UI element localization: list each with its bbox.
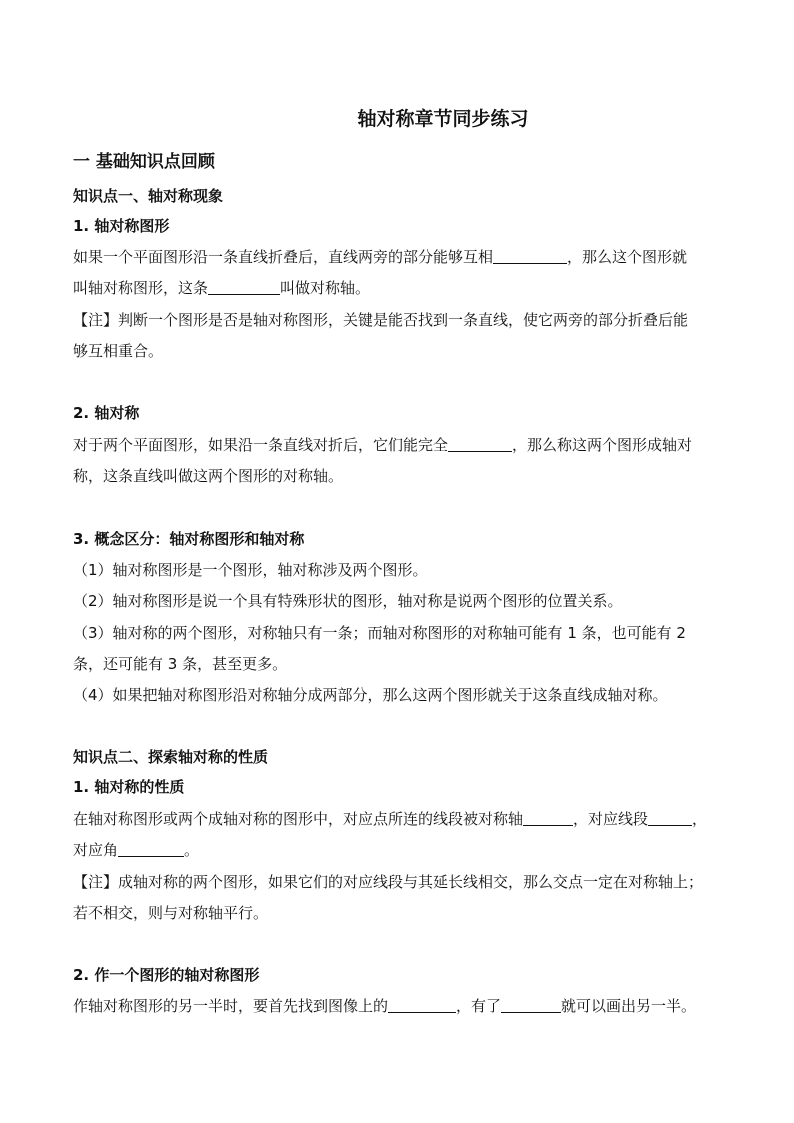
text: 在轴对称图形或两个成轴对称的图形中，对应点所连的线段被对称轴 bbox=[73, 810, 524, 828]
text: ，有了 bbox=[456, 997, 502, 1015]
list-item: （1）轴对称图形是一个图形，轴对称涉及两个图形。 bbox=[73, 561, 428, 579]
fill-blank[interactable] bbox=[493, 248, 567, 264]
text: 对应角 bbox=[73, 841, 119, 859]
text: 。 bbox=[184, 841, 200, 859]
fill-blank[interactable] bbox=[523, 810, 573, 826]
text: ，那么称这两个图形成轴对 bbox=[512, 436, 693, 454]
text: ， bbox=[692, 810, 708, 828]
fill-blank[interactable] bbox=[648, 810, 692, 826]
paragraph-line bbox=[73, 435, 692, 455]
paragraph-line bbox=[73, 247, 687, 267]
paragraph-line bbox=[73, 996, 696, 1016]
list-item: （2）轴对称图形是说一个具有特殊形状的图形，轴对称是说两个图形的位置关系。 bbox=[73, 592, 623, 610]
subsection-1-3-heading: 3. 概念区分：轴对称图形和轴对称 bbox=[73, 530, 305, 548]
page-title: 轴对称章节同步练习 bbox=[357, 108, 529, 130]
paragraph-line bbox=[73, 809, 707, 829]
list-item: （3）轴对称的两个图形，对称轴只有一条；而轴对称图形的对称轴可能有 1 条，也可能有 2 bbox=[73, 624, 686, 642]
paragraph-line: 称，这条直线叫做这两个图形的对称轴。 bbox=[73, 467, 344, 485]
paragraph-line bbox=[73, 840, 199, 860]
subsection-2-1-heading: 1. 轴对称的性质 bbox=[73, 778, 185, 796]
knowledge-point-1-heading: 知识点一、轴对称现象 bbox=[73, 187, 224, 205]
text: ，对应线段 bbox=[573, 810, 649, 828]
text: 作轴对称图形的另一半时，要首先找到图像上的 bbox=[73, 997, 389, 1015]
section-heading: 一 基础知识点回顾 bbox=[73, 152, 215, 172]
list-item: （4）如果把轴对称图形沿对称轴分成两部分，那么这两个图形就关于这条直线成轴对称。 bbox=[73, 686, 668, 704]
knowledge-point-2-heading: 知识点二、探索轴对称的性质 bbox=[73, 748, 269, 766]
list-item-continued: 条，还可能有 3 条，甚至更多。 bbox=[73, 655, 288, 673]
fill-blank[interactable] bbox=[388, 997, 456, 1013]
text: 叫做对称轴。 bbox=[280, 279, 371, 297]
text: 就可以画出另一半。 bbox=[561, 997, 697, 1015]
note-line: 若不相交，则与对称轴平行。 bbox=[73, 904, 269, 922]
subsection-1-2-heading: 2. 轴对称 bbox=[73, 404, 140, 422]
fill-blank[interactable] bbox=[448, 436, 512, 452]
note-line: 【注】成轴对称的两个图形，如果它们的对应线段与其延长线相交，那么交点一定在对称轴上； bbox=[73, 873, 704, 891]
text: ，那么这个图形就 bbox=[567, 248, 688, 266]
fill-blank[interactable] bbox=[501, 997, 561, 1013]
note-line: 够互相重合。 bbox=[73, 342, 164, 360]
fill-blank[interactable] bbox=[118, 841, 184, 857]
fill-blank[interactable] bbox=[208, 279, 280, 295]
text: 叫轴对称图形，这条 bbox=[73, 279, 209, 297]
text: 如果一个平面图形沿一条直线折叠后，直线两旁的部分能够互相 bbox=[73, 248, 494, 266]
note-line: 【注】判断一个图形是否是轴对称图形，关键是能否找到一条直线，使它两旁的部分折叠后能 bbox=[73, 311, 689, 329]
text: 对于两个平面图形，如果沿一条直线对折后，它们能完全 bbox=[73, 436, 449, 454]
paragraph-line bbox=[73, 278, 370, 298]
subsection-2-2-heading: 2. 作一个图形的轴对称图形 bbox=[73, 966, 260, 984]
subsection-1-1-heading: 1. 轴对称图形 bbox=[73, 217, 170, 235]
